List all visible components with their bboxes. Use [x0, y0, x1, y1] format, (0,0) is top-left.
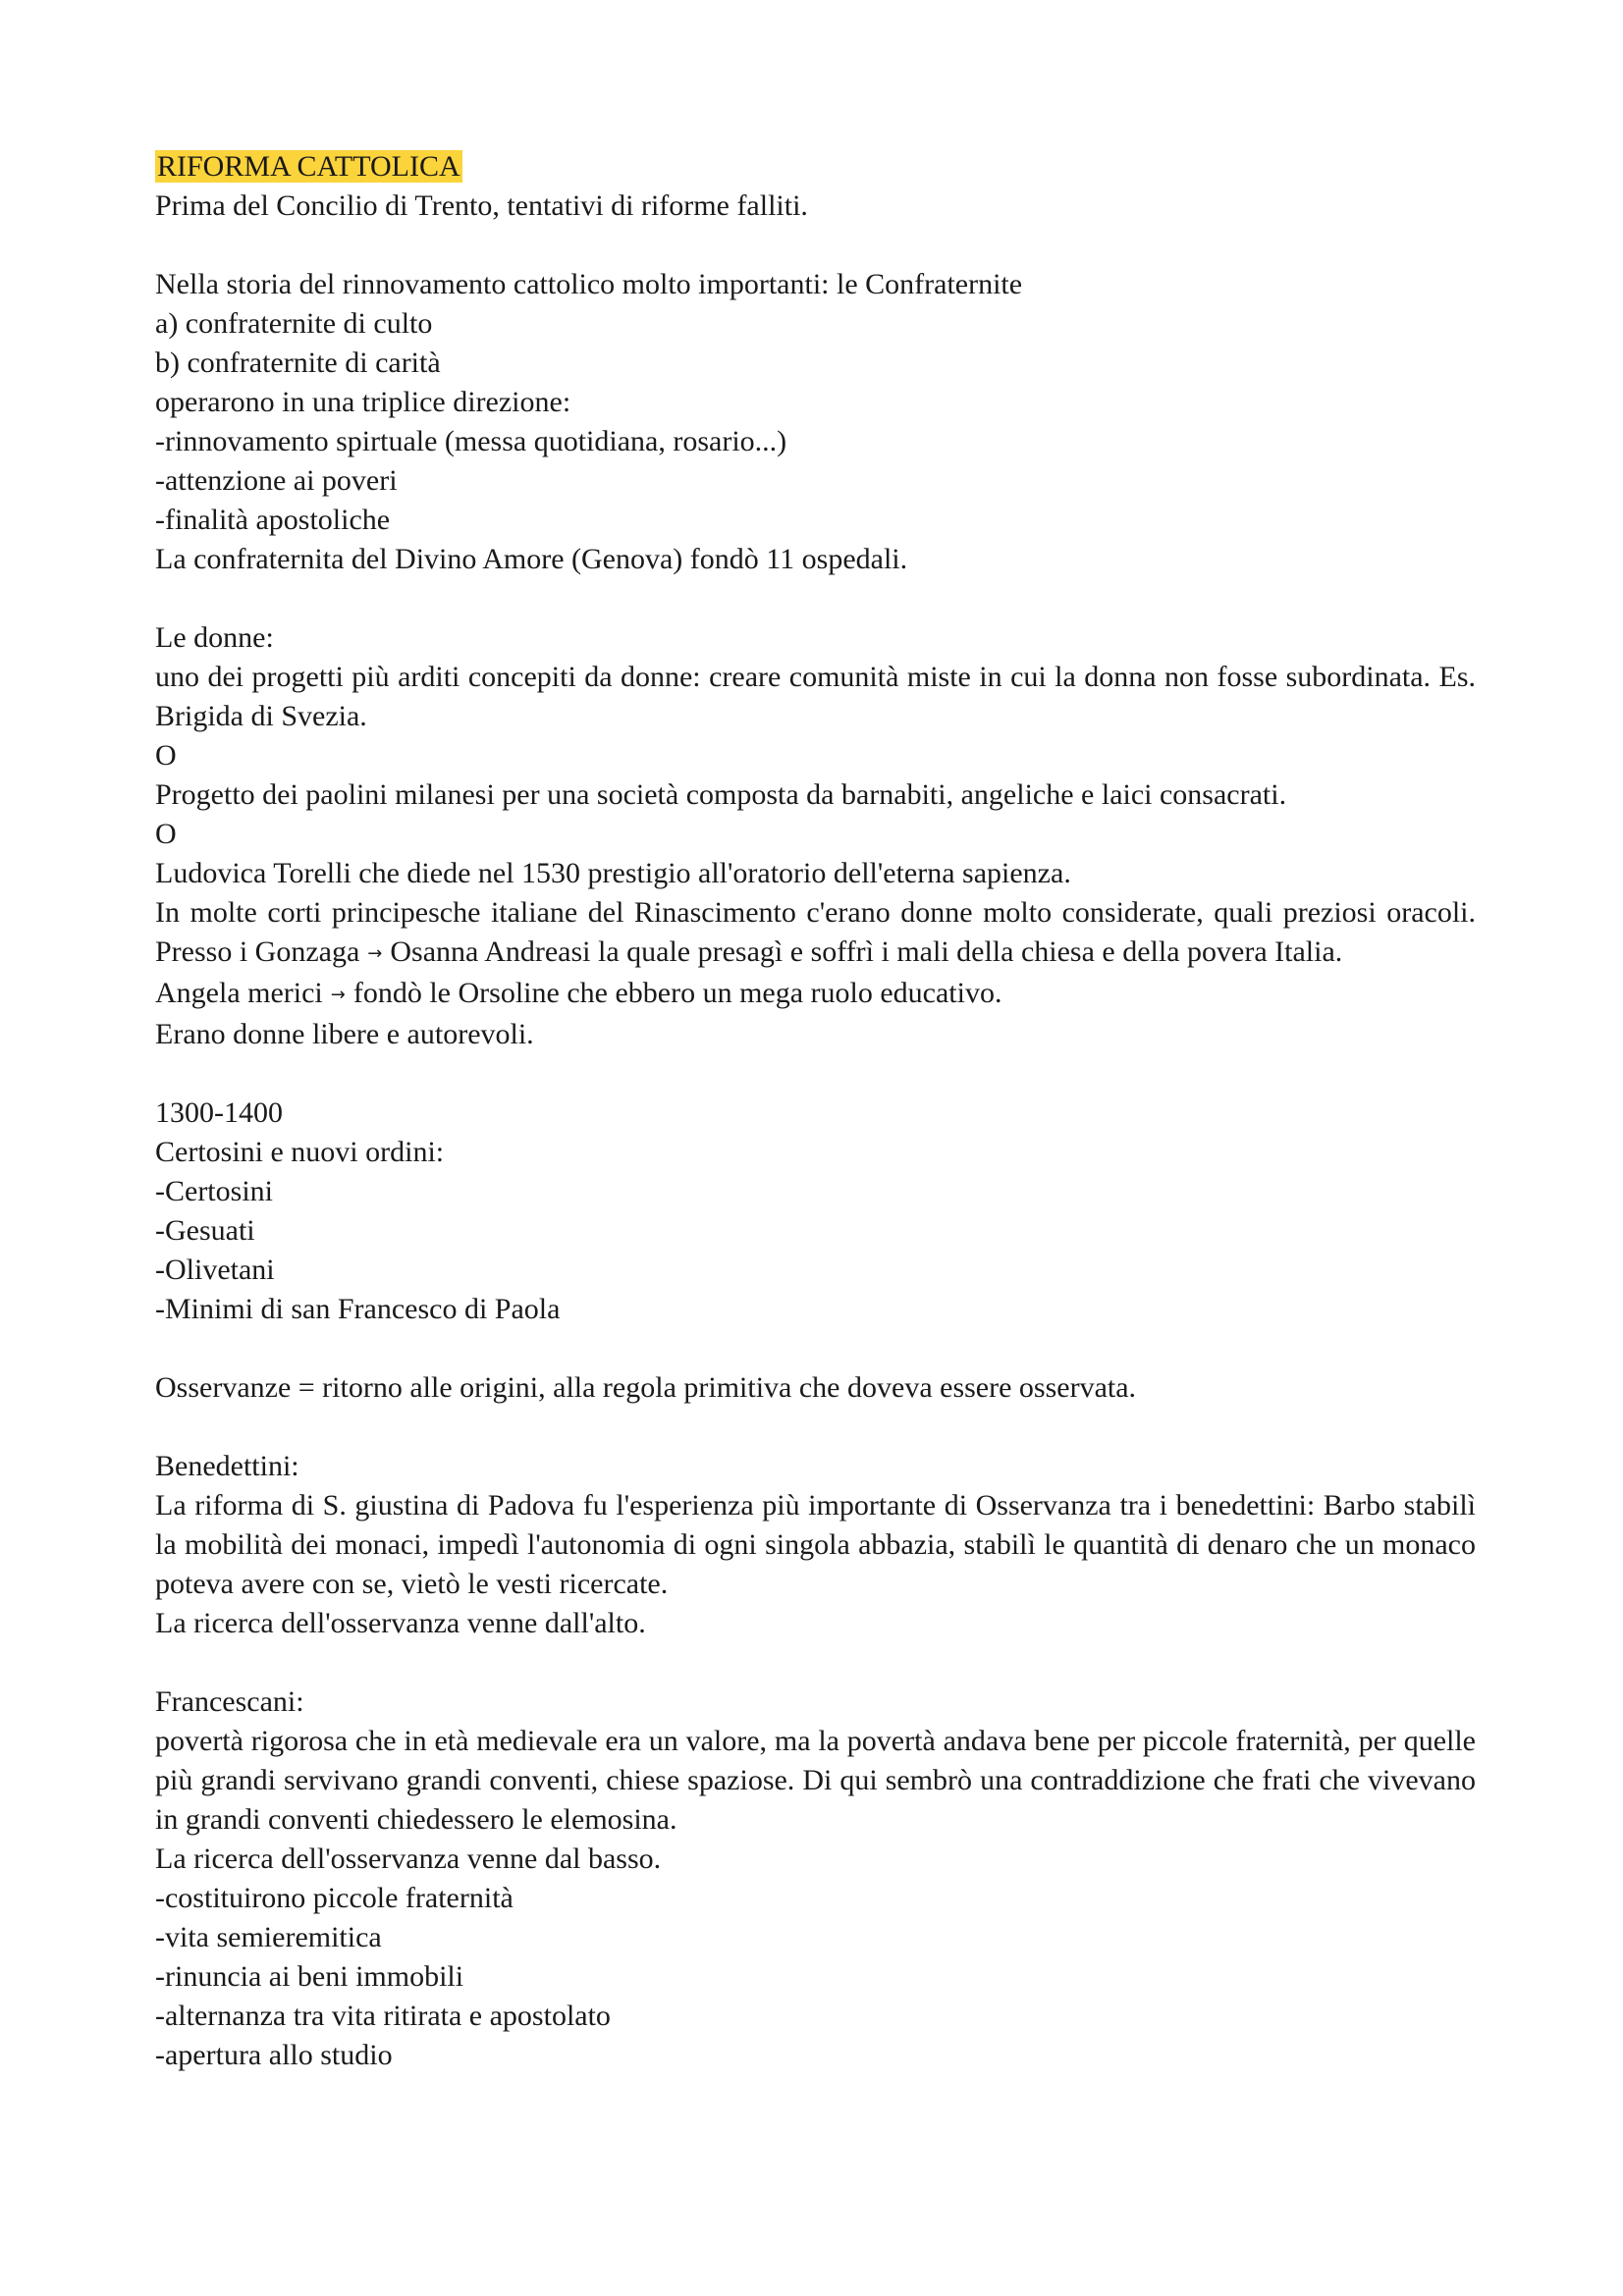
francescani-item: -rinuncia ai beni immobili	[155, 1960, 464, 1993]
ordini-item: -Olivetani	[155, 1254, 275, 1286]
spacer	[155, 1643, 1476, 1682]
spacer	[155, 1054, 1476, 1094]
ordini-heading: Certosini e nuovi ordini:	[155, 1136, 445, 1168]
confraternite-type: a) confraternite di culto	[155, 307, 433, 340]
ordini-item: -Minimi di san Francesco di Paola	[155, 1293, 561, 1325]
donne-text: Angela merici	[155, 977, 323, 1009]
document-title	[155, 147, 1476, 187]
donne-paragraph	[155, 974, 1476, 1015]
francescani-item: -vita semieremitica	[155, 1921, 382, 1953]
title-highlight: RIFORMA CATTOLICA	[157, 150, 460, 183]
benedettini-paragraph: La ricerca dell'osservanza venne dall'alto.	[155, 1607, 646, 1639]
direction-item: -finalità apostoliche	[155, 504, 391, 536]
francescani-item: -alternanza tra vita ritirata e apostolato	[155, 2000, 611, 2032]
intro-text: Prima del Concilio di Trento, tentativi di riforme falliti.	[155, 189, 808, 222]
spacer	[155, 226, 1476, 265]
direction-item: -rinnovamento spirtuale (messa quotidiana, rosario...)	[155, 425, 787, 457]
benedettini-heading: Benedettini:	[155, 1450, 299, 1482]
donne-heading: Le donne:	[155, 621, 274, 654]
donne-text: In molte corti principesche italiane del Rinascimento c'erano donne molto considerate, quali preziosi oracoli. Presso i Gonzaga	[155, 896, 1476, 968]
donne-paragraph	[155, 893, 1476, 974]
document-page	[155, 147, 1476, 2075]
spacer	[155, 579, 1476, 618]
ordini-item: -Gesuati	[155, 1214, 255, 1247]
or-separator: O	[155, 739, 177, 772]
benedettini-paragraph: La riforma di S. giustina di Padova fu l'esperienza più importante di Osservanza tra i benedettini: Barbo stabilì la mobilità dei monaci, impedì l'autonomia di ogni singola abbazia, stabilì le quantità di denaro che un monaco poteva avere con se, vietò le vesti ricercate.	[155, 1489, 1476, 1600]
donne-paragraph: Ludovica Torelli che diede nel 1530 prestigio all'oratorio dell'eterna sapienza.	[155, 857, 1071, 889]
francescani-paragraph: povertà rigorosa che in età medievale era un valore, ma la povertà andava bene per piccole fraternità, per quelle più grandi servivano grandi conventi, chiese spaziose. Di qui sembrò una contraddizione che frati che vivevano in grandi conventi chiedessero le elemosina.	[155, 1725, 1476, 1836]
confraternite-heading: Nella storia del rinnovamento cattolico molto importanti: le Confraternite	[155, 268, 1023, 300]
confraternite-type: b) confraternite di carità	[155, 347, 441, 379]
direction-item: -attenzione ai poveri	[155, 464, 398, 497]
spacer	[155, 1329, 1476, 1368]
donne-paragraph: Erano donne libere e autorevoli.	[155, 1018, 534, 1050]
osservanze-definition: Osservanze = ritorno alle origini, alla regola primitiva che doveva essere osservata.	[155, 1371, 1137, 1404]
or-separator: O	[155, 818, 177, 850]
francescani-item: -costituirono piccole fraternità	[155, 1882, 514, 1914]
francescani-heading: Francescani:	[155, 1685, 304, 1718]
ordini-period: 1300-1400	[155, 1096, 283, 1129]
directions-intro: operarono in una triplice direzione:	[155, 386, 571, 418]
donne-text: Osanna Andreasi la quale presagì e soffrì i mali della chiesa e della povera Italia.	[390, 935, 1343, 968]
spacer	[155, 1408, 1476, 1447]
donne-paragraph: Progetto dei paolini milanesi per una società composta da barnabiti, angeliche e laici consacrati.	[155, 778, 1287, 811]
confraternite-note: La confraternita del Divino Amore (Genova) fondò 11 ospedali.	[155, 543, 908, 575]
donne-paragraph: uno dei progetti più arditi concepiti da donne: creare comunità miste in cui la donna non fosse subordinata. Es. Brigida di Svezia.	[155, 661, 1476, 732]
arrow-right-icon: →	[330, 985, 346, 1005]
ordini-item: -Certosini	[155, 1175, 273, 1207]
donne-text: fondò le Orsoline che ebbero un mega ruolo educativo.	[352, 977, 1002, 1009]
francescani-item: -apertura allo studio	[155, 2039, 393, 2071]
arrow-right-icon: →	[367, 943, 383, 964]
francescani-paragraph: La ricerca dell'osservanza venne dal basso.	[155, 1842, 662, 1875]
